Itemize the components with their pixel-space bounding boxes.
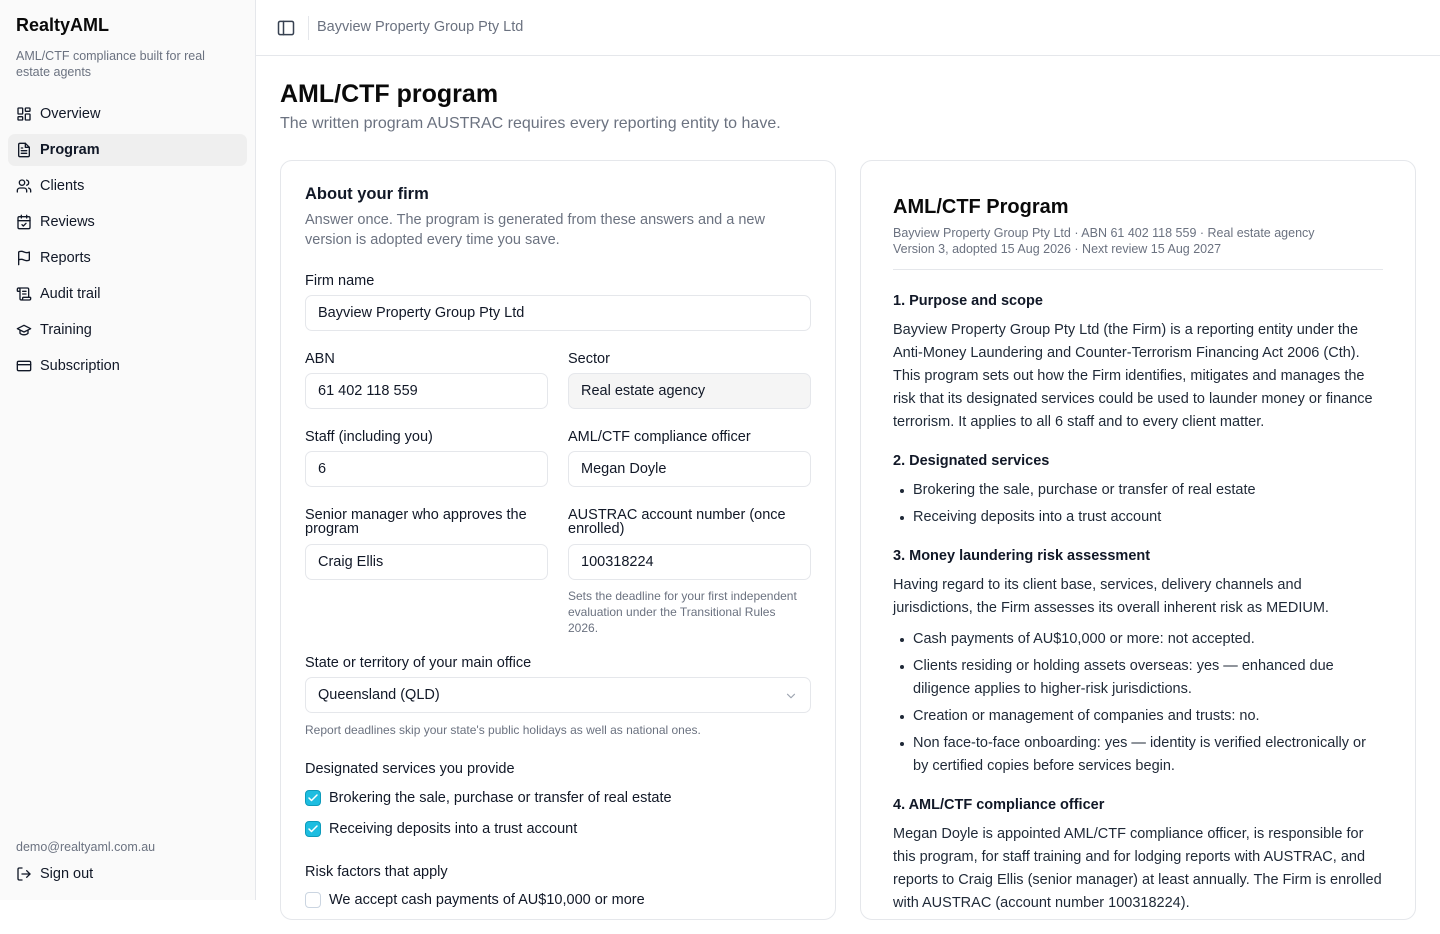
state-select[interactable] [305,677,811,713]
sidebar-item-program[interactable] [8,134,247,166]
checkbox[interactable] [305,892,321,908]
app-name: RealtyAML [16,15,110,35]
sidebar-item-label: Reports [40,250,91,266]
list-item: Brokering the sale, purchase or transfer of real estate [893,479,1385,502]
section-compliance-officer [893,797,1385,915]
page-title: AML/CTF program [280,80,499,108]
form-description: Answer once. The program is generated from these answers and a new version is adopted every time you save. [305,212,765,248]
sign-out-button[interactable] [16,866,93,882]
top-bar [256,0,1440,56]
firm-name-field [305,273,811,321]
sidebar-item-reviews[interactable] [8,206,247,238]
breadcrumb: Bayview Property Group Pty Ltd [317,19,524,35]
sector-field [568,351,811,399]
checkbox[interactable] [305,790,321,806]
risk-option-cash[interactable] [305,892,645,908]
checkbox[interactable] [305,821,321,837]
log-out-icon [16,866,32,882]
sidebar-item-overview[interactable] [8,98,247,130]
risk-list [893,628,1385,778]
divider [308,16,309,40]
service-option-label: Receiving deposits into a trust account [329,821,578,837]
document-meta-version: Version 3, adopted 15 Aug 2026 · Next review 15 Aug 2027 [893,242,1222,256]
section-risk-assessment [893,548,1385,778]
section-text: Bayview Property Group Pty Ltd (the Firm) is a reporting entity under the Anti-Money Laundering and Counter-Terrorism Financing Act 2006 (Cth). This program sets out how the Firm identifies, mitigates and manages the risk that its designated services could be used to launder money or finance terrorism. It applies to all 6 staff and to every client matter. [893,322,1373,430]
section-text: Megan Doyle is appointed AML/CTF compliance officer, is responsible for this program, for staff training and for lodging reports with AUSTRAC, and reports to Craig Ellis (senior manager) at least annually. The Firm is enrolled with AUSTRAC (account number 100318224). [893,826,1382,911]
section-heading: 2. Designated services [893,453,1050,469]
state-field [305,655,811,737]
officer-label: AML/CTF compliance officer [568,429,751,445]
program-document-card [860,160,1416,920]
divider [893,269,1383,270]
calendar-check-icon [16,214,32,230]
sidebar-item-subscription[interactable] [8,350,247,382]
section-text: Having regard to its client base, services, delivery channels and jurisdictions, the Firm assesses its overall inherent risk as MEDIUM. [893,577,1329,616]
firm-name-input[interactable]: Bayview Property Group Pty Ltd [305,295,811,331]
sidebar-item-label: Program [40,142,100,158]
document-meta [893,225,1315,257]
austrac-number-hint: Sets the deadline for your first independent evaluation under the Transitional Rules 2026. [568,589,797,635]
officer-field [568,429,811,477]
document-title: AML/CTF Program [893,196,1069,218]
state-label: State or territory of your main office [305,655,532,671]
services-list [893,479,1385,529]
staff-field [305,429,548,477]
austrac-number-input[interactable]: 100318224 [568,544,811,580]
austrac-number-field [568,507,811,635]
sidebar-item-label: Subscription [40,358,120,374]
sidebar-item-clients[interactable] [8,170,247,202]
user-email: demo@realtyaml.com.au [16,840,156,854]
senior-manager-label: Senior manager who approves the program [305,507,527,537]
sidebar [0,0,256,900]
services-label: Designated services you provide [305,761,515,777]
form-title: About your firm [305,185,429,203]
list-item: Receiving deposits into a trust account [893,506,1385,529]
app-tagline: AML/CTF compliance built for real estate agents [16,49,205,79]
sign-out-label: Sign out [40,866,94,882]
graduation-cap-icon [16,322,32,338]
list-item: Clients residing or holding assets overseas: yes — enhanced due diligence applies to higher-risk jurisdictions. [893,655,1385,701]
risk-factors-label: Risk factors that apply [305,864,448,880]
section-purpose [893,293,1385,434]
sidebar-item-training[interactable] [8,314,247,346]
document-meta-firm: Bayview Property Group Pty Ltd · ABN 61 402 118 559 · Real estate agency [893,226,1315,240]
sidebar-toggle-icon[interactable] [276,18,296,38]
firm-form-card [280,160,836,920]
flag-icon [16,250,32,266]
dashboard-icon [16,106,32,122]
section-heading: 4. AML/CTF compliance officer [893,797,1105,813]
sidebar-item-label: Training [40,322,92,338]
document-icon [16,142,32,158]
sidebar-item-label: Reviews [40,214,95,230]
sidebar-item-label: Clients [40,178,85,194]
staff-label: Staff (including you) [305,429,433,445]
section-heading: 1. Purpose and scope [893,293,1043,309]
scroll-icon [16,286,32,302]
state-hint: Report deadlines skip your state's public holidays as well as national ones. [305,723,701,737]
abn-input[interactable]: 61 402 118 559 [305,373,548,409]
staff-input[interactable]: 6 [305,451,548,487]
sector-input: Real estate agency [568,373,811,409]
service-option-label: Brokering the sale, purchase or transfer of real estate [329,790,672,806]
sidebar-item-audit-trail[interactable] [8,278,247,310]
firm-name-label: Firm name [305,273,375,289]
senior-manager-field [305,507,548,570]
list-item: Cash payments of AU$10,000 or more: not accepted. [893,628,1385,651]
check-icon [307,823,319,835]
sidebar-item-reports[interactable] [8,242,247,274]
sidebar-nav [8,98,247,386]
service-option-brokering[interactable] [305,790,672,806]
check-icon [307,792,319,804]
credit-card-icon [16,358,32,374]
austrac-number-label: AUSTRAC account number (once enrolled) [568,507,786,537]
abn-field [305,351,548,399]
chevron-down-icon [784,689,798,703]
service-option-trust-deposits[interactable] [305,821,577,837]
list-item: Creation or management of companies and trusts: no. [893,705,1385,728]
sidebar-item-label: Audit trail [40,286,101,302]
risk-option-label: We accept cash payments of AU$10,000 or more [329,892,645,908]
officer-input[interactable]: Megan Doyle [568,451,811,487]
senior-manager-input[interactable]: Craig Ellis [305,544,548,580]
state-select-value: Queensland (QLD) [318,687,440,703]
abn-label: ABN [305,351,335,367]
users-icon [16,178,32,194]
sidebar-item-label: Overview [40,106,101,122]
document-body [893,293,1385,934]
page-subtitle: The written program AUSTRAC requires every reporting entity to have. [280,115,781,132]
sector-label: Sector [568,351,610,367]
list-item: Non face-to-face onboarding: yes — identity is verified electronically or by certified copies before services begin. [893,732,1385,778]
section-heading: 3. Money laundering risk assessment [893,548,1151,564]
section-designated-services [893,453,1385,529]
